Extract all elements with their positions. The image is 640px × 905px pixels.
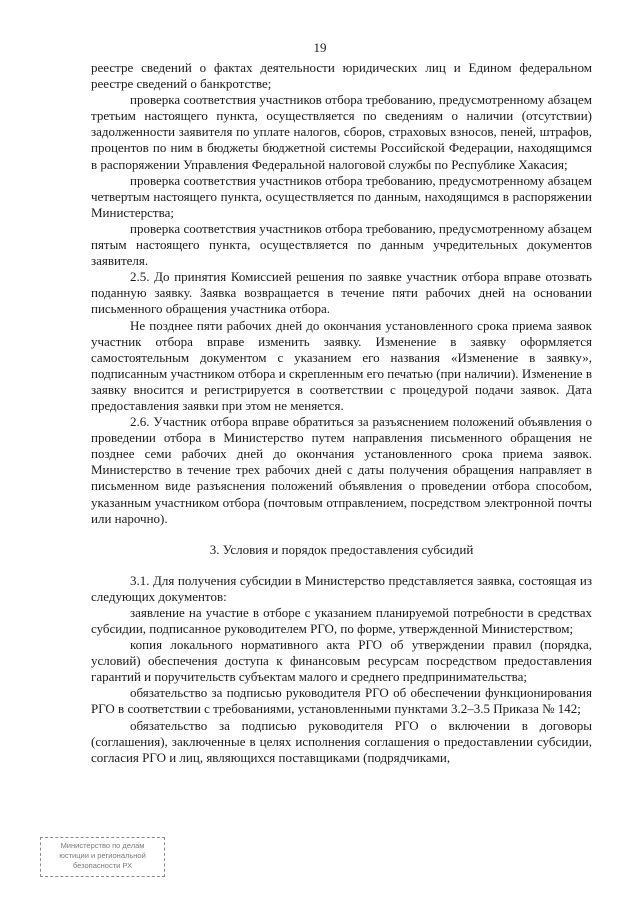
paragraph: 2.5. До принятия Комиссией решения по заявке участник отбора вправе отозвать поданную заявку. Заявка возвращается в течение пяти рабочих дней на основании письменного обращения участника отбора. — [91, 269, 592, 317]
paragraph: проверка соответствия участников отбора требованию, предусмотренному абзацем пятым настоящего пункта, осуществляется по данным учредительных документов заявителя. — [91, 220, 592, 269]
paragraph: Не позднее пяти рабочих дней до окончания установленного срока приема заявок участник отбора вправе изменить заявку. Изменение в заявку оформляется самостоятельным документом с указанием его названия «Изменение в заявку», подписанным участником отбора и скрепленным его печатью (при наличии). Изменение в заявку вносится и регистрируется в соответствии с процедурой подачи заявок. Дата предоставления заявки при этом не меняется. — [91, 317, 592, 413]
stamp-line: Министерство по делам — [60, 841, 145, 850]
paragraphs-before — [91, 60, 592, 527]
paragraph: копия локального нормативного акта РГО об утверждении правил (порядка, условий) обеспечения доступа к финансовым ресурсам посредством предоставления гарантий и поручительств субъектам малого и среднего предпринимательства; — [91, 637, 592, 685]
paragraph: заявление на участие в отборе с указанием планируемой потребности в средствах субсидии, подписанное руководителем РГО, по форме, утвержденной Министерством; — [91, 604, 592, 636]
paragraphs-after — [91, 573, 592, 766]
paragraph: 2.6. Участник отбора вправе обратиться за разъяснением положений объявления о проведении отбора в Министерство путем направления письменного обращения не позднее семи рабочих дней до окончания установленного срока приема заявок. Министерство в течение трех рабочих дней с даты получения обращения направляет в письменном виде разъяснения положений объявления о проведении отбора способом, указанным участником отбора (почтовым отправлением, посредством электронной почты или нарочно). — [91, 414, 592, 526]
document-body — [91, 60, 592, 766]
stamp-line: безопасности РХ — [72, 861, 133, 870]
paragraph: проверка соответствия участников отбора требованию, предусмотренному абзацем четвертым настоящего пункта, осуществляется по данным, находящимся в распоряжении Министерства; — [91, 172, 592, 220]
paragraph: обязательство за подписью руководителя РГО о включении в договоры (соглашения), заключенные в целях исполнения соглашения о предоставлении субсидии, согласия РГО и лиц, являющихся поставщиками (подрядчиками, — [91, 717, 592, 765]
stamp-line: юстиции и региональной — [59, 851, 146, 860]
paragraph: проверка соответствия участников отбора требованию, предусмотренному абзацем третьим настоящего пункта, осуществляется по сведениям о наличии (отсутствии) задолженности заявителя по уплате налогов, сборов, страховых взносов, пеней, штрафов, процентов по ним в бюджеты бюджетной системы Российской Федерации, находящимся в распоряжении Управления Федеральной налоговой службы по Республике Хакасия; — [91, 92, 592, 172]
paragraph: обязательство за подписью руководителя РГО об обеспечении функционирования РГО в соответствии с требованиями, установленными пунктами 3.2–3.5 Приказа № 142; — [91, 685, 592, 717]
section-title: 3. Условия и порядок предоставления субсидий — [209, 541, 474, 557]
paragraph: 3.1. Для получения субсидии в Министерство представляется заявка, состоящая из следующих документов: — [91, 572, 592, 604]
paragraph: реестре сведений о фактах деятельности юридических лиц и Едином федеральном реестре сведений о банкротстве; — [91, 60, 592, 92]
registration-stamp — [40, 837, 165, 877]
page-number: 19 — [313, 40, 327, 55]
